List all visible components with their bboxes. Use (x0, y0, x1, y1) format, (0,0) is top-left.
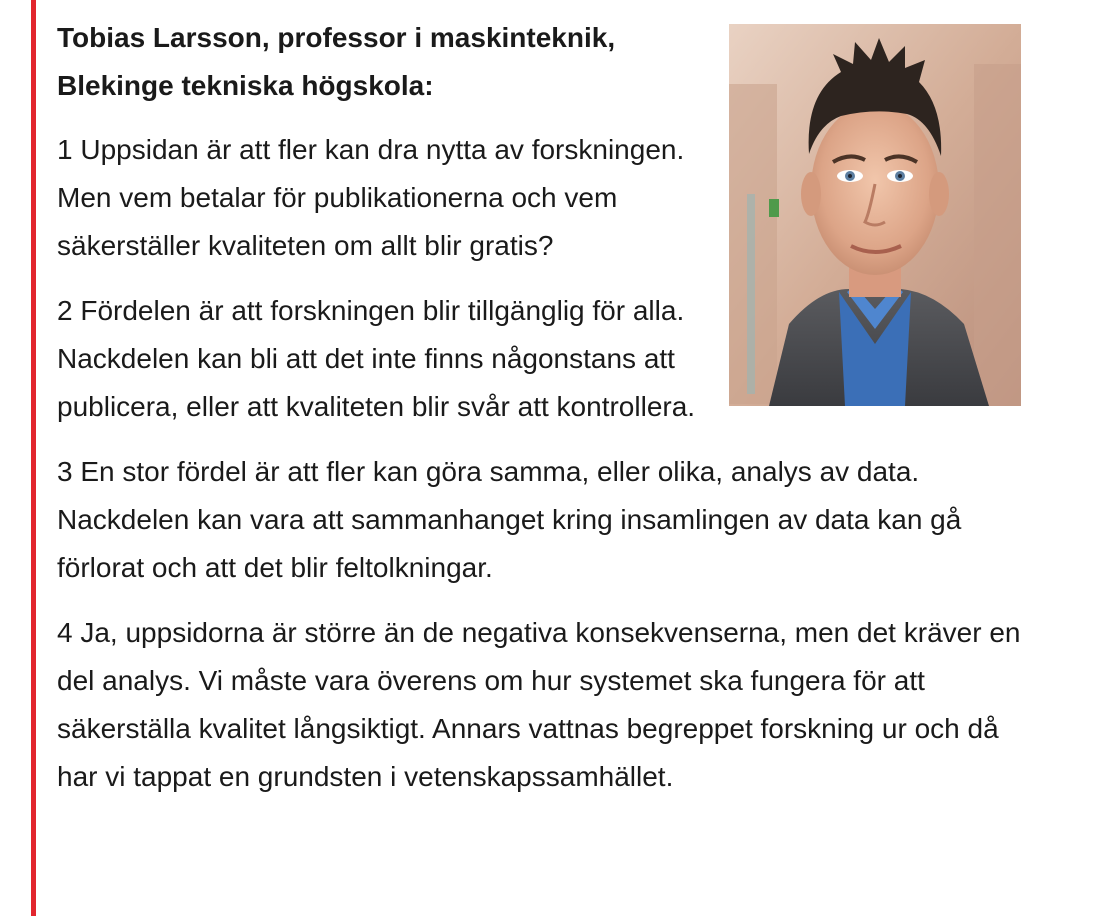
answer-3: 3 En stor fördel är att fler kan göra samma, eller olika, analys av data. Nackdelen kan vara att sammanhanget kring insamlingen av data kan gå förlorat och att det blir feltolkningar. (57, 456, 962, 583)
answer-2: 2 Fördelen är att forskningen blir tillgänglig för alla. Nackdelen kan bli att det inte finns någonstans att publicera, eller att kvaliteten blir svår att kontrollera. (57, 295, 696, 422)
answer-1: 1 Uppsidan är att fler kan dra nytta av forskningen. Men vem betalar för publikationerna och vem säkerställer kvaliteten om allt blir gratis? (57, 134, 685, 261)
author-affiliation: Blekinge tekniska högskola: (57, 70, 434, 101)
answer-4: 4 Ja, uppsidorna är större än de negativa konsekvenserna, men det kräver en del analys. Vi måste vara överens om hur systemet ska fungera för att säkerställa kvalitet långsiktigt. Annars vattnas begreppet forskning ur och då har vi tappat en grundsten i vetenskapssamhället. (57, 617, 1021, 792)
portrait-image (729, 24, 1021, 406)
accent-bar (31, 0, 36, 916)
author-name: Tobias Larsson, professor i maskinteknik, (57, 22, 616, 53)
article-body (57, 14, 1025, 818)
author-heading (57, 14, 707, 110)
author-portrait (729, 24, 1021, 406)
